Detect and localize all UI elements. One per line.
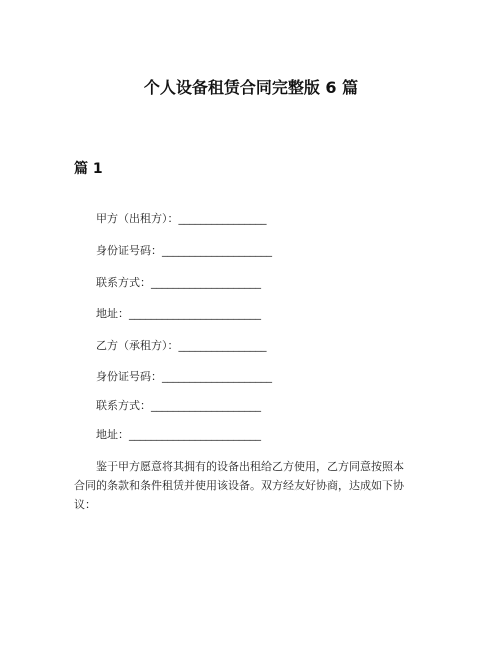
lessor-name-field: [96, 211, 267, 227]
fill-in-blank: ____________________: [151, 399, 261, 412]
field-label: 联系方式：: [96, 276, 151, 289]
fill-in-blank: ________________________: [129, 307, 261, 320]
fill-in-blank: ____________________: [162, 370, 272, 383]
lessor-address-field: [96, 306, 261, 322]
fill-in-blank: ____________________: [162, 244, 272, 257]
field-label: 地址：: [96, 307, 129, 320]
section-heading: 篇 1: [74, 161, 103, 177]
field-label: 身份证号码：: [96, 370, 162, 383]
field-label: 身份证号码：: [96, 244, 162, 257]
lessor-contact-field: [96, 275, 261, 291]
field-label: 地址：: [96, 428, 129, 441]
fill-in-blank: ________________: [178, 339, 267, 352]
paragraph-line: 议：: [74, 498, 96, 511]
lessor-id-number-field: [96, 243, 272, 259]
lessee-contact-field: [96, 398, 261, 414]
lessee-name-field: [96, 338, 267, 354]
paragraph-line: 合同的条款和条件租赁并使用该设备。双方经友好协商，达成如下协: [74, 479, 404, 492]
paragraph-line: 鉴于甲方愿意将其拥有的设备出租给乙方使用，乙方同意按照本: [96, 460, 404, 473]
fill-in-blank: ________________: [178, 212, 267, 225]
field-label: 乙方（承租方）：: [96, 339, 179, 352]
fill-in-blank: ____________________: [151, 276, 261, 289]
document-title: 个人设备租赁合同完整版 6 篇: [143, 78, 359, 97]
lessee-address-field: [96, 427, 261, 443]
field-label: 甲方（出租方）：: [96, 212, 179, 225]
intro-paragraph: [74, 457, 434, 514]
fill-in-blank: ________________________: [129, 428, 261, 441]
field-label: 联系方式：: [96, 399, 151, 412]
lessee-id-number-field: [96, 369, 272, 385]
